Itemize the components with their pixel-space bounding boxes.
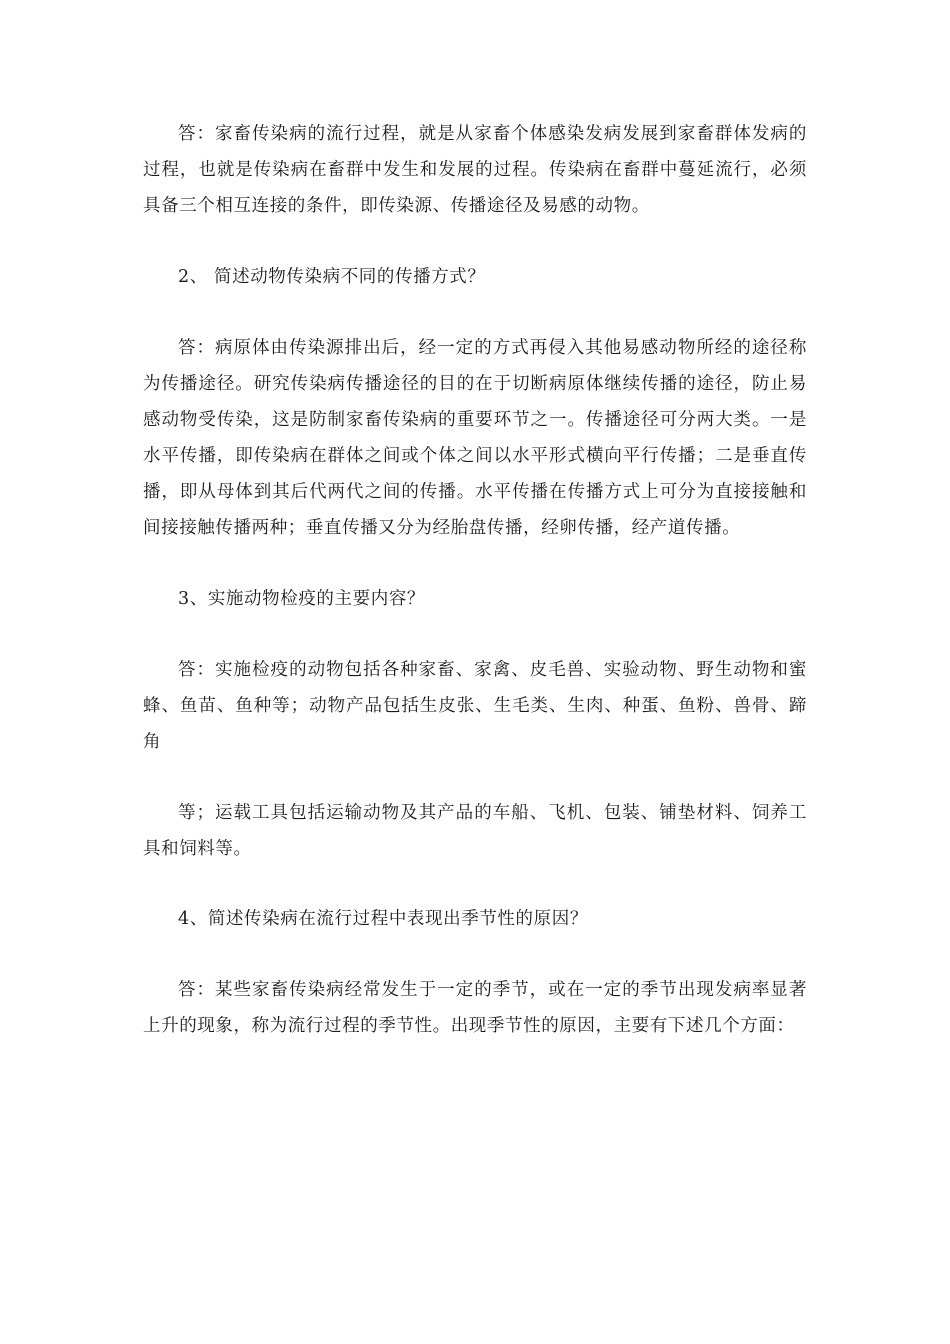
question-heading-2: 2、 简述动物传染病不同的传播方式？ [178, 267, 486, 287]
paragraph-spacer [143, 760, 807, 795]
answer-paragraph-3-continued: 等；运载工具包括运输动物及其产品的车船、飞机、包装、铺垫材料、饲养工具和饲料等。 [143, 803, 807, 859]
paragraph-spacer [143, 617, 807, 652]
answer-paragraph-2: 答：病原体由传染源排出后，经一定的方式再侵入其他易感动物所经的途径称为传播途径。研究传染病传播途径的目的在于切断病原体继续传播的途径，防止易感动物受传染，这是防制家畜传染病的重要环节之一。传播途径可分两大类。一是水平传播，即传染病在群体之间或个体之间以水平形式横向平行传播；二是垂直传播，即从母体到其后代两代之间的传播。水平传播在传播方式上可分为直接接触和间接接触传播两种；垂直传播又分为经胎盘传播，经卵传播，经产道传播。 [143, 338, 807, 538]
question-heading-3: 3、实施动物检疫的主要内容？ [178, 589, 426, 609]
paragraph-spacer [143, 546, 807, 581]
paragraph-spacer [143, 224, 807, 259]
question-heading-4: 4、简述传染病在流行过程中表现出季节性的原因？ [178, 909, 588, 929]
answer-paragraph-4: 答：某些家畜传染病经常发生于一定的季节，或在一定的季节出现发病率显著上升的现象，称为流行过程的季节性。出现季节性的原因，主要有下述几个方面： [143, 980, 807, 1036]
paragraph-spacer [143, 937, 807, 972]
answer-paragraph-1: 答：家畜传染病的流行过程，就是从家畜个体感染发病发展到家畜群体发病的过程，也就是传染病在畜群中发生和发展的过程。传染病在畜群中蔓延流行，必须具备三个相互连接的条件，即传染源、传播途径及易感的动物。 [143, 124, 807, 216]
answer-paragraph-3: 答：实施检疫的动物包括各种家畜、家禽、皮毛兽、实验动物、野生动物和蜜蜂、鱼苗、鱼种等；动物产品包括生皮张、生毛类、生肉、种蛋、鱼粉、兽骨、蹄角 [143, 660, 807, 752]
paragraph-spacer [143, 295, 807, 330]
paragraph-spacer [143, 867, 807, 901]
document-page [143, 116, 807, 1044]
